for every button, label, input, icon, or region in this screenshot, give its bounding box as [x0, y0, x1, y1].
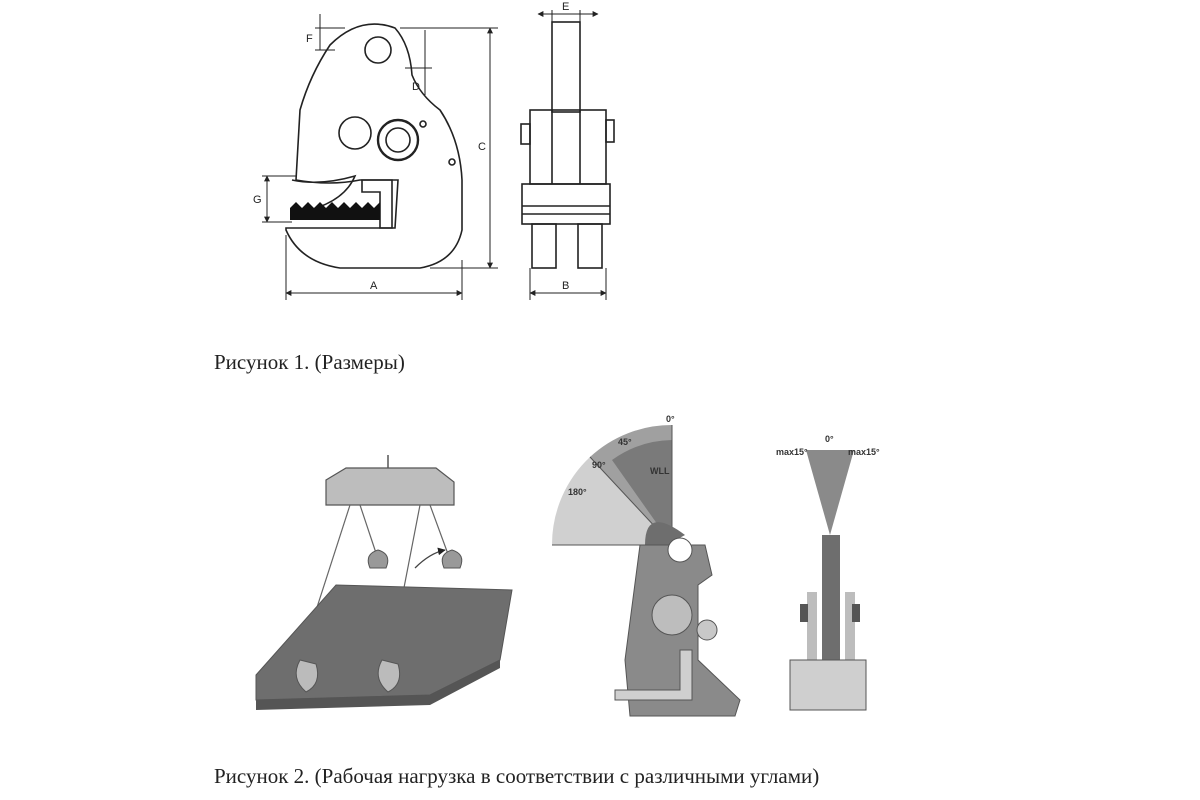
figure-1-caption: Рисунок 1. (Размеры) [214, 350, 405, 374]
dim-label-d: D [412, 81, 420, 93]
dim-label-a: A [370, 280, 378, 292]
dim-label-f: F [306, 33, 313, 45]
angle-label-0: 0° [666, 414, 675, 424]
angle-label-180: 180° [568, 487, 587, 497]
lifting-scene [256, 455, 512, 710]
dim-label-e: E [562, 1, 570, 13]
side-angle-label-0: 0° [825, 434, 834, 444]
angle-diagram [552, 425, 740, 716]
angle-label-90: 90° [592, 460, 606, 470]
clamp-teeth [290, 202, 380, 220]
clamp-side-view [286, 24, 462, 268]
figure-2-caption: Рисунок 2. (Рабочая нагрузка в соответствии с различными углами) [214, 764, 820, 788]
dimension-lines [262, 10, 606, 300]
side-angle-label-right: max15° [848, 447, 880, 457]
side-angle-diagram [790, 450, 866, 710]
dim-label-b: B [562, 280, 570, 292]
dim-label-c: C [478, 141, 486, 153]
clamp-front-view [521, 22, 614, 268]
angle-label-45: 45° [618, 437, 632, 447]
dim-label-g: G [253, 194, 262, 206]
side-angle-label-left: max15° [776, 447, 808, 457]
wll-badge-label: WLL [650, 466, 670, 476]
